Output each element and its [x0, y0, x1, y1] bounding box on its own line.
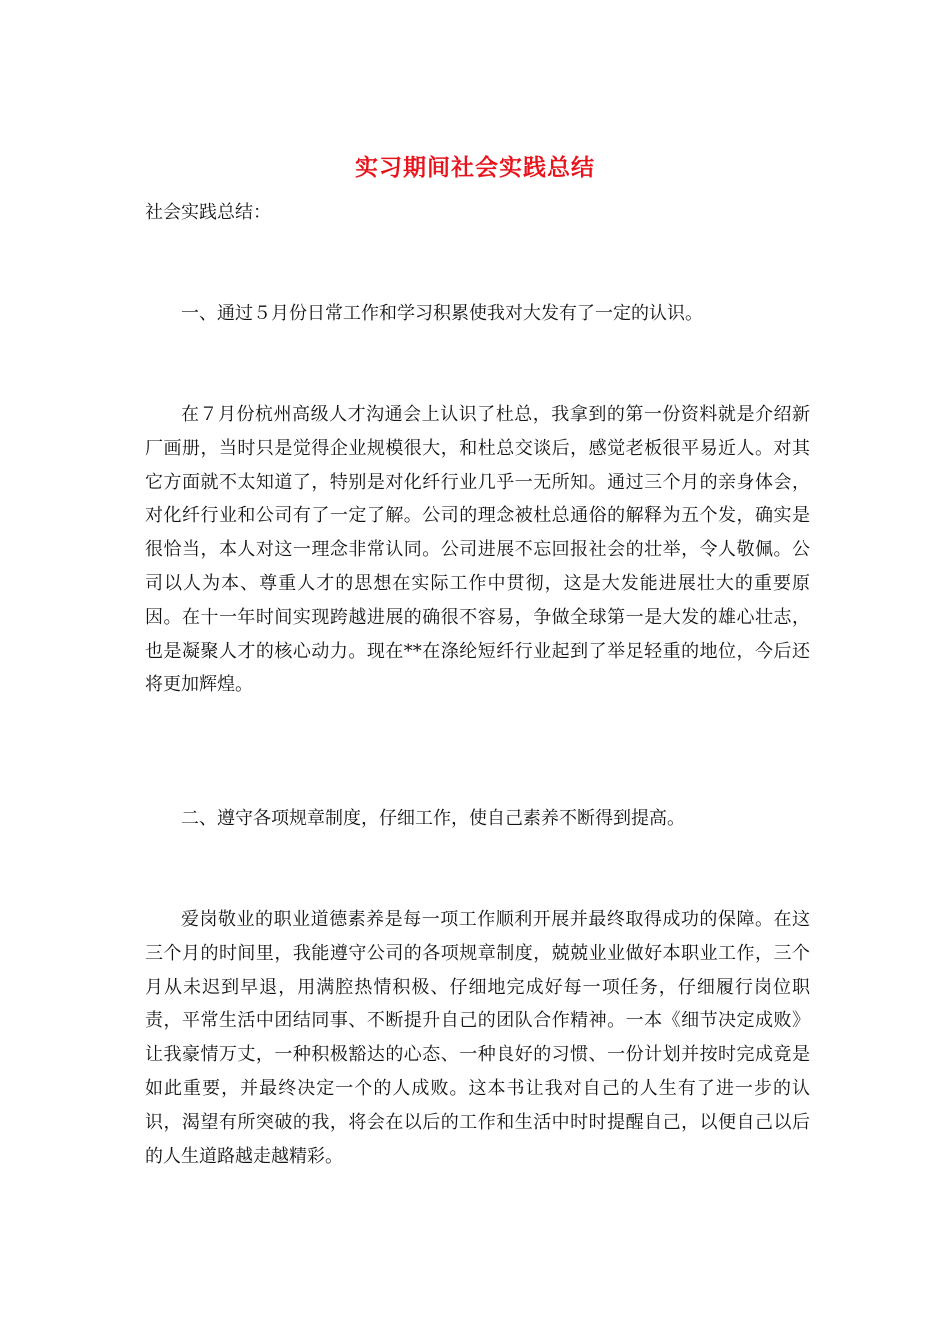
section-1-heading: 一、通过５月份日常工作和学习积累使我对大发有了一定的认识。	[181, 303, 703, 324]
section-1-paragraph: 在７月份杭州高级人才沟通会上认识了杜总，我拿到的第一份资料就是介绍新厂画册，当时只是觉得企业规模很大，和杜总交谈后，感觉老板很平易近人。对其它方面就不太知道了，特别是对化纤行业几乎一无所知。通过三个月的亲身体会，对化纤行业和公司有了一定了解。公司的理念被杜总通俗的解释为五个发，确实是很恰当，本人对这一理念非常认同。公司进展不忘回报社会的壮举，令人敬佩。公司以人为本、尊重人才的思想在实际工作中贯彻，这是大发能进展壮大的重要原因。在十一年时间实现跨越进展的确很不容易，争做全球第一是大发的雄心壮志，也是凝聚人才的核心动力。现在**在涤纶短纤行业起到了举足轻重的地位，今后还将更加辉煌。	[145, 404, 810, 696]
intro-line: 社会实践总结：	[145, 202, 271, 223]
section-2-heading: 二、遵守各项规章制度，仔细工作，使自己素养不断得到提高。	[181, 808, 685, 829]
document-title: 实习期间社会实践总结	[355, 154, 595, 181]
section-2-paragraph: 爱岗敬业的职业道德素养是每一项工作顺利开展并最终取得成功的保障。在这三个月的时间里，我能遵守公司的各项规章制度，兢兢业业做好本职业工作，三个月从未迟到早退，用满腔热情积极、仔细地完成好每一项任务，仔细履行岗位职责，平常生活中团结同事、不断提升自己的团队合作精神。一本《细节决定成败》让我豪情万丈，一种积极豁达的心态、一种良好的习惯、一份计划并按时完成竟是如此重要，并最终决定一个的人成败。这本书让我对自己的人生有了进一步的认识，渴望有所突破的我，将会在以后的工作和生活中时时提醒自己，以便自己以后的人生道路越走越精彩。	[145, 909, 810, 1167]
